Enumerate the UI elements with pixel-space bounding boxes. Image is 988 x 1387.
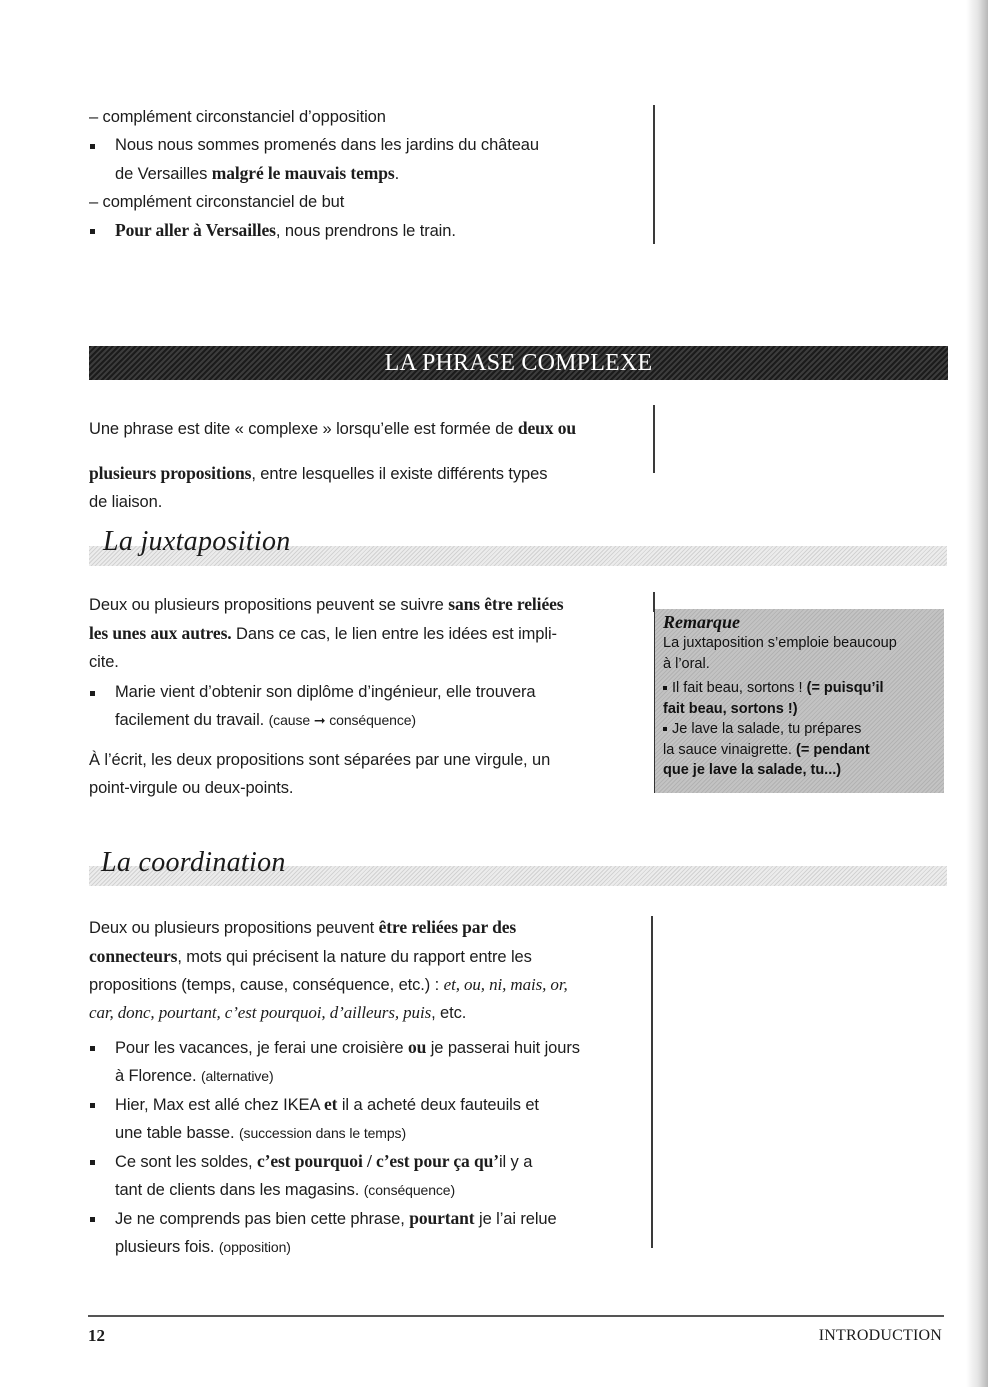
example-line — [115, 216, 649, 245]
example-note: (alternative) — [200, 1068, 274, 1084]
example-line — [115, 1033, 641, 1062]
section-title-coordination: La coordination — [101, 847, 286, 878]
section-title-juxtaposition: La juxtaposition — [103, 526, 291, 557]
example-line — [115, 706, 641, 734]
complement-opposition-label: – complément circonstanciel d’opposition — [89, 108, 386, 126]
text-run: je l’ai relue — [474, 1210, 557, 1228]
example-but — [89, 216, 649, 245]
example-line — [115, 1090, 641, 1119]
text-run: Je lave la salade, tu prépares — [672, 721, 862, 737]
bullet-square — [90, 1160, 95, 1165]
bold-phrase: être reliées par des — [378, 917, 517, 937]
text-line — [89, 913, 641, 942]
text-run: je passerai huit jours — [426, 1039, 580, 1057]
example-note: (cause ➞ conséquence) — [268, 712, 416, 728]
example-line — [115, 1062, 641, 1090]
text-line — [89, 414, 643, 443]
bold-phrase: c’est pourquoi / c’est pour ça qu’ — [257, 1151, 499, 1171]
text-run: facilement du travail. — [115, 711, 269, 729]
footer-rule — [88, 1315, 944, 1317]
text-line — [89, 459, 643, 488]
text-run: la sauce vinaigrette. — [663, 741, 796, 758]
text-run: propositions (temps, cause, conséquence, etc.) : — [89, 976, 444, 994]
remarque-line: à l’oral. — [663, 655, 710, 672]
bold-phrase: (= puisqu’il — [806, 680, 884, 696]
text-run: à Florence. — [115, 1067, 201, 1085]
text-line — [89, 590, 641, 619]
text-run: . — [394, 165, 400, 183]
remarque-title: Remarque — [663, 612, 741, 632]
text-run: de Versailles — [115, 165, 212, 183]
banner-title: LA PHRASE COMPLEXE — [384, 350, 653, 376]
text-line: point-virgule ou deux-points. — [89, 779, 294, 797]
section-banner — [89, 346, 948, 380]
bullet-square — [90, 1103, 95, 1108]
text-run: plusieurs fois. — [115, 1238, 219, 1256]
bold-phrase: les unes aux autres. — [89, 623, 232, 643]
text-run: Deux ou plusieurs propositions peuvent — [89, 919, 379, 937]
margin-rule — [653, 405, 655, 473]
italic-connectors: et, ou, ni, mais, or, — [443, 975, 568, 994]
bold-phrase: (= pendant — [796, 741, 870, 758]
text-run: Je ne comprends pas bien cette phrase, — [115, 1210, 410, 1228]
example-opposition — [89, 131, 649, 188]
bullet-square — [90, 229, 95, 234]
example-line — [115, 1204, 641, 1233]
text-run: il y a — [498, 1153, 533, 1171]
example-note: (succession dans le temps) — [238, 1125, 407, 1141]
text-run: , mots qui précisent la nature du rapport entre les — [177, 948, 532, 966]
margin-rule — [651, 916, 653, 1248]
bullet-square — [90, 1217, 95, 1222]
text-run: , etc. — [431, 1004, 467, 1022]
text-run: tant de clients dans les magasins. — [115, 1181, 364, 1199]
example-line — [115, 159, 649, 188]
page-number: 12 — [88, 1326, 105, 1345]
remarque-line — [663, 740, 944, 761]
text-run: Deux ou plusieurs propositions peuvent se suivre — [89, 596, 449, 614]
example-note: (opposition) — [218, 1239, 291, 1255]
remarque-line — [663, 719, 944, 740]
italic-connectors: car, donc, pourtant, c’est pourquoi, d’ailleurs, puis — [89, 1003, 432, 1022]
bold-phrase: et — [323, 1094, 338, 1114]
text-line — [89, 999, 641, 1027]
remarque-line: que je lave la salade, tu...) — [663, 762, 842, 778]
text-line — [89, 942, 641, 971]
bullet-square — [90, 691, 95, 696]
bold-phrase: connecteurs — [89, 946, 178, 966]
example-line: Marie vient d’obtenir son diplôme d’ingénieur, elle trouvera — [115, 683, 536, 701]
text-line — [89, 971, 641, 999]
bold-phrase: plusieurs propositions — [89, 463, 252, 483]
example-note: (conséquence) — [363, 1182, 456, 1198]
bold-phrase: Pour aller à Versailles — [115, 220, 276, 240]
text-run: Hier, Max est allé chez IKEA — [115, 1096, 324, 1114]
example-line — [115, 1147, 641, 1176]
bullet-square — [90, 1046, 95, 1051]
bullet-square — [90, 144, 95, 149]
text-run — [89, 414, 576, 443]
example-line — [115, 1119, 641, 1147]
juxtaposition-text — [89, 590, 641, 802]
text-run: , entre lesquelles il existe différents types — [251, 465, 548, 483]
bullet-square — [663, 727, 667, 731]
text-run: Ce sont les soldes, — [115, 1153, 257, 1171]
text-run: une table basse. — [115, 1124, 239, 1142]
text-line: À l’écrit, les deux propositions sont séparées par une virgule, un — [89, 751, 551, 769]
text-line: cite. — [89, 653, 119, 671]
bullet-square — [663, 686, 667, 690]
bold-phrase: deux ou — [517, 417, 576, 438]
page-edge-shadow — [966, 0, 988, 1387]
example-line — [115, 1176, 641, 1204]
text-run: Il fait beau, sortons ! — [672, 680, 807, 696]
intro-paragraph — [89, 397, 643, 516]
running-head: INTRODUCTION — [818, 1327, 942, 1344]
text-line: de liaison. — [89, 493, 163, 511]
text-run: Pour les vacances, je ferai une croisière — [115, 1039, 408, 1057]
text-run: , nous prendrons le train. — [275, 222, 456, 240]
bold-phrase: ou — [407, 1037, 427, 1057]
bold-phrase: sans être reliées — [448, 594, 564, 614]
bold-phrase: pourtant — [409, 1208, 475, 1228]
remarque-line — [663, 678, 944, 699]
text-run: Dans ce cas, le lien entre les idées est impli- — [231, 625, 557, 643]
remarque-line: fait beau, sortons !) — [663, 700, 798, 717]
example-line — [115, 1233, 641, 1261]
top-block — [89, 103, 649, 245]
example-juxtaposition — [89, 678, 641, 734]
example-line: Nous nous sommes promenés dans les jardins du château — [115, 136, 539, 154]
example-succession — [89, 1090, 641, 1147]
margin-rule — [653, 105, 655, 244]
remarque-line: La juxtaposition s’emploie beaucoup — [663, 635, 897, 651]
example-opposition-coord — [89, 1204, 641, 1261]
example-consequence — [89, 1147, 641, 1204]
example-alternative — [89, 1033, 641, 1090]
coordination-text — [89, 913, 641, 1261]
remarque-box — [654, 609, 944, 793]
complement-but-label: – complément circonstanciel de but — [89, 193, 345, 211]
text-run: il a acheté deux fauteuils et — [337, 1096, 539, 1114]
text-line — [89, 619, 641, 648]
bold-phrase: malgré le mauvais temps — [211, 163, 395, 183]
text-run: Une phrase est dite « complexe » lorsqu’elle est formée de — [89, 419, 518, 438]
